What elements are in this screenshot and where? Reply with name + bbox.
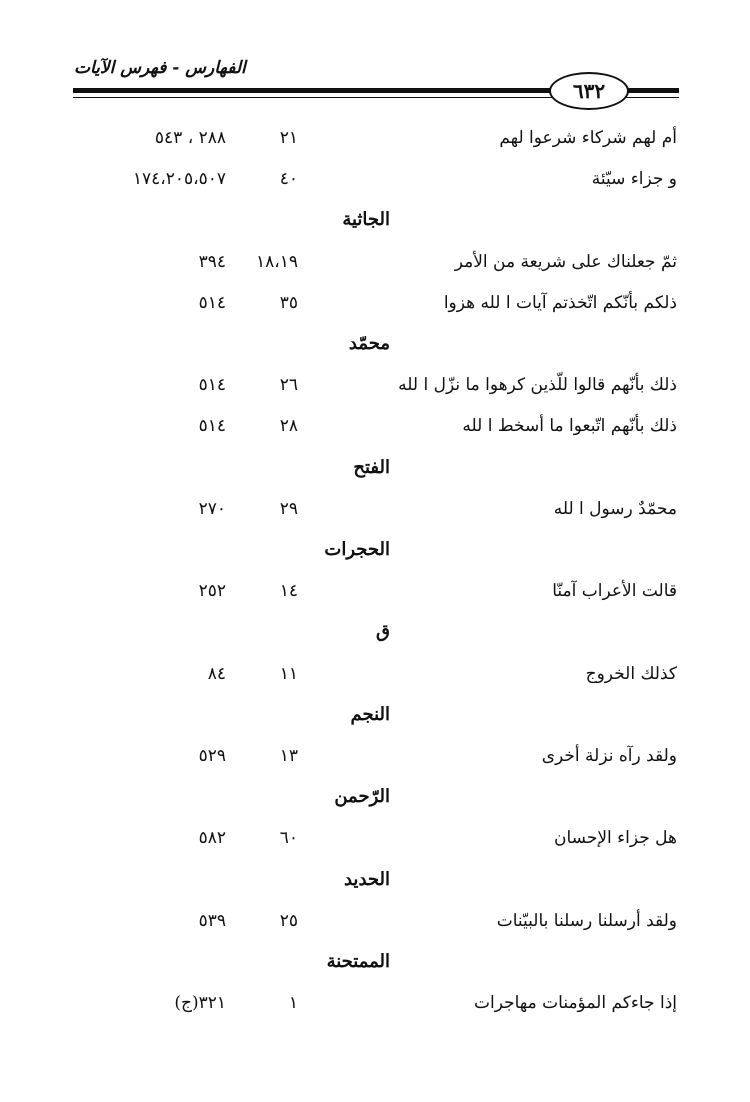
verse-row [0, 654, 750, 694]
page-references: ٥٨٢ [198, 828, 226, 848]
page-references: ٥١٤ [198, 293, 226, 313]
surah-name: الجاثية [342, 209, 390, 230]
verse-row [0, 118, 750, 158]
page-references: ٥٢٩ [198, 746, 226, 766]
verse-row [0, 242, 750, 282]
surah-heading [0, 695, 750, 735]
verse-row [0, 489, 750, 529]
surah-heading [0, 530, 750, 570]
verse-text: ذلك بأنّهم اتّبعوا ما أسخط ا لله [462, 416, 677, 436]
verse-number: ٦٠ [279, 828, 298, 848]
verse-number: ١٣ [279, 746, 298, 766]
verse-text: ذلك بأنّهم قالوا للّذين كرهوا ما نزّل ا لله [398, 375, 677, 395]
page-number: ٦٣٢ [572, 79, 606, 103]
verse-row [0, 571, 750, 611]
verse-text: و جزاء سيّئة [591, 169, 677, 189]
verse-number: ٢٨ [279, 416, 298, 436]
surah-name: الرّحمن [334, 786, 390, 807]
verse-number: ١ [288, 993, 298, 1013]
page-references: ٨٤ [207, 664, 226, 684]
verse-text: قالت الأعراب آمنّا [552, 581, 677, 601]
verse-row [0, 818, 750, 858]
surah-heading [0, 860, 750, 900]
surah-heading [0, 448, 750, 488]
verse-number: ١٤ [279, 581, 298, 601]
verse-number: ٣٥ [279, 293, 298, 313]
surah-heading [0, 942, 750, 982]
surah-name: الحديد [343, 869, 390, 890]
page-references: ٢٧٠ [198, 499, 226, 519]
verse-text: ذلكم بأنّكم اتّخذتم آيات ا لله هزوا [443, 293, 677, 313]
surah-heading [0, 324, 750, 364]
verse-number: ١١ [279, 664, 298, 684]
page-references: ٥١٤ [198, 375, 226, 395]
verse-number: ٢٦ [279, 375, 298, 395]
header-title: الفهارس - فهرس الآيات [74, 58, 246, 78]
surah-name: الحجرات [324, 539, 390, 560]
surah-heading [0, 200, 750, 240]
verse-row [0, 283, 750, 323]
verse-number: ٢٥ [279, 911, 298, 931]
verse-row [0, 406, 750, 446]
verse-text: أم لهم شركاء شرعوا لهم [499, 128, 677, 148]
surah-heading [0, 777, 750, 817]
verse-number: ٤٠ [279, 169, 298, 189]
page-references: ١٧٤،٢٠٥،٥٠٧ [132, 169, 226, 189]
verse-row [0, 159, 750, 199]
surah-name: الفتح [353, 457, 390, 478]
page-references: ٢٨٨ ، ٥٤٣ [154, 128, 226, 148]
verse-text: كذلك الخروج [585, 664, 677, 684]
page-references: ٢٥٢ [198, 581, 226, 601]
surah-name: الممتحنة [326, 951, 390, 972]
verse-row [0, 365, 750, 405]
surah-name: ق [376, 621, 390, 642]
verse-row [0, 736, 750, 776]
page-references: (ج)٣٢١ [174, 993, 226, 1013]
verse-text: ولقد أرسلنا رسلنا بالبيّنات [496, 911, 677, 931]
verse-number: ١٨،١٩ [255, 252, 298, 272]
verse-number: ٢١ [279, 128, 298, 148]
verse-row [0, 983, 750, 1023]
verse-text: إذا جاءكم المؤمنات مهاجرات [474, 993, 677, 1013]
surah-name: محمّد [348, 333, 390, 354]
verse-text: ولقد رآه نزلة أخرى [541, 746, 677, 766]
verse-text: ثمّ جعلناك على شريعة من الأمر [454, 252, 677, 272]
page-references: ٥١٤ [198, 416, 226, 436]
verse-row [0, 901, 750, 941]
surah-heading [0, 612, 750, 652]
verse-number: ٢٩ [279, 499, 298, 519]
page-references: ٣٩٤ [198, 252, 226, 272]
verse-text: محمّدٌ رسول ا لله [553, 499, 677, 519]
page-references: ٥٣٩ [198, 911, 226, 931]
surah-name: النجم [350, 704, 390, 725]
verse-text: هل جزاء الإحسان [553, 828, 677, 848]
